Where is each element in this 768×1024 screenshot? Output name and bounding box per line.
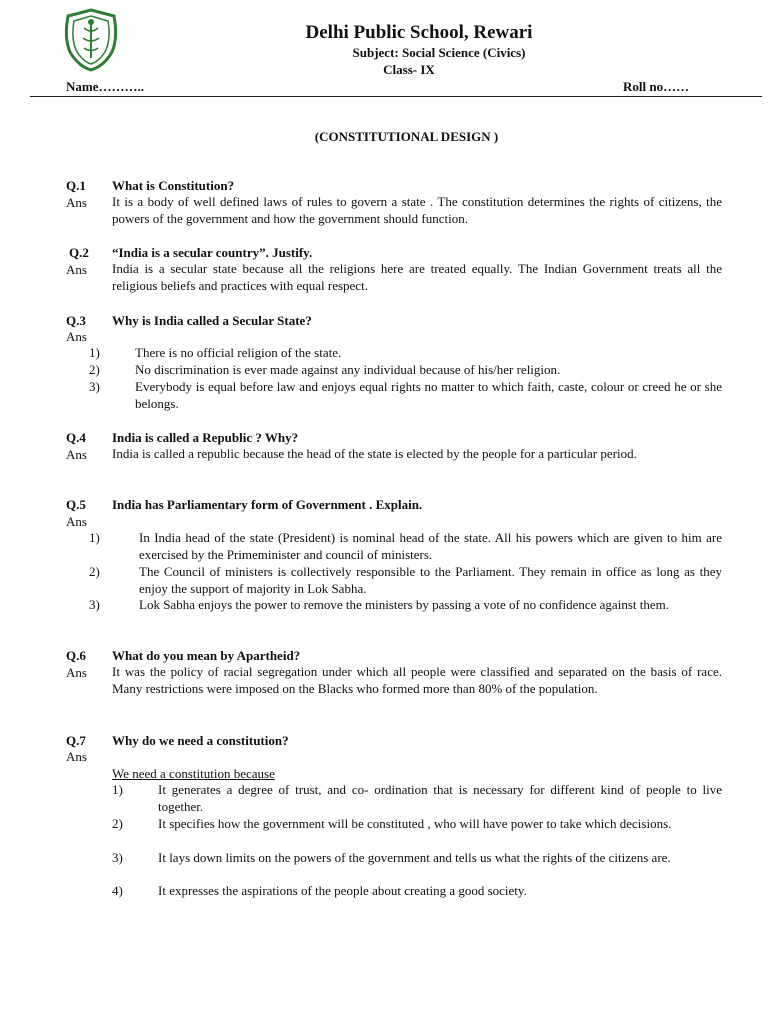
list-number: 3) — [112, 850, 123, 865]
answer-label: Ans — [66, 665, 87, 680]
list-item: Everybody is equal before law and enjoys equal rights no matter to which faith, caste, colour or creed he or she belongs. — [135, 379, 722, 411]
question-number: Q.2 — [69, 245, 89, 260]
list-number: 3) — [89, 379, 100, 394]
list-number: 1) — [89, 345, 100, 360]
list-item: Lok Sabha enjoys the power to remove the ministers by passing a vote of no confidence against them. — [139, 597, 669, 612]
answer-text: India is called a republic because the head of the state is elected by the people for a particular period. — [112, 446, 637, 461]
question-number: Q.7 — [66, 733, 86, 748]
question-number: Q.1 — [66, 178, 86, 193]
list-item: The Council of ministers is collectively responsible to the Parliament. They remain in office as long as they enjoy the support of majority in Lok Sabha. — [139, 564, 722, 596]
answer-text: It was the policy of racial segregation under which all people were classified and separated on the basis of race. Many restrictions were imposed on the Blacks who formed more than 80% of the population. — [112, 664, 722, 696]
list-item: In India head of the state (President) is nominal head of the state. All his powers which are given to him are exercised by the Primeminister and council of ministers. — [139, 530, 722, 562]
question-number: Q.3 — [66, 313, 86, 328]
chapter-title: (CONSTITUTIONAL DESIGN ) — [314, 129, 499, 144]
header-divider — [30, 96, 762, 97]
list-item: It expresses the aspirations of the people about creating a good society. — [158, 883, 527, 898]
list-item: It specifies how the government will be constituted , who will have power to take which decisions. — [158, 816, 672, 831]
list-number: 2) — [89, 564, 100, 579]
list-number: 2) — [89, 362, 100, 377]
list-item: There is no official religion of the state. — [135, 345, 342, 360]
list-number: 3) — [89, 597, 100, 612]
question-number: Q.6 — [66, 648, 86, 663]
roll-no-field: Roll no…… — [623, 79, 690, 94]
question-text: India is called a Republic ? Why? — [112, 430, 299, 445]
answer-label: Ans — [66, 262, 87, 277]
class-line: Class- IX — [383, 62, 435, 77]
name-field: Name……….. — [66, 79, 144, 94]
question-text: India has Parliamentary form of Government . Explain. — [112, 497, 423, 512]
list-number: 1) — [89, 530, 100, 545]
list-item: It lays down limits on the powers of the government and tells us what the rights of the citizens are. — [158, 850, 671, 865]
question-number: Q.4 — [66, 430, 86, 445]
subject-line: Subject: Social Science (Civics) — [352, 45, 526, 60]
list-number: 4) — [112, 883, 123, 898]
answer-label: Ans — [66, 514, 87, 529]
question-text: “India is a secular country”. Justify. — [112, 245, 313, 260]
answer-label: Ans — [66, 195, 87, 210]
question-number: Q.5 — [66, 497, 86, 512]
list-item: No discrimination is ever made against any individual because of his/her religion. — [135, 362, 561, 377]
question-text: Why is India called a Secular State? — [112, 313, 312, 328]
school-name: Delhi Public School, Rewari — [305, 22, 533, 43]
list-item: It generates a degree of trust, and co- ordination that is necessary for different kind of people to live together. — [158, 782, 722, 814]
answer-label: Ans — [66, 329, 87, 344]
list-number: 1) — [112, 782, 123, 797]
answer-label: Ans — [66, 749, 87, 764]
question-text: Why do we need a constitution? — [112, 733, 289, 748]
question-text: What do you mean by Apartheid? — [112, 648, 301, 663]
list-number: 2) — [112, 816, 123, 831]
answer-text: It is a body of well defined laws of rules to govern a state . The constitution determines the rights of citizens, the powers of the government and how the government should function. — [112, 194, 722, 226]
question-text: What is Constitution? — [112, 178, 235, 193]
answer-label: Ans — [66, 447, 87, 462]
answer-intro: We need a constitution because — [112, 766, 275, 781]
answer-text: India is a secular state because all the religions here are treated equally. The Indian Government treats all the religious beliefs and practices with equal respect. — [112, 261, 722, 293]
